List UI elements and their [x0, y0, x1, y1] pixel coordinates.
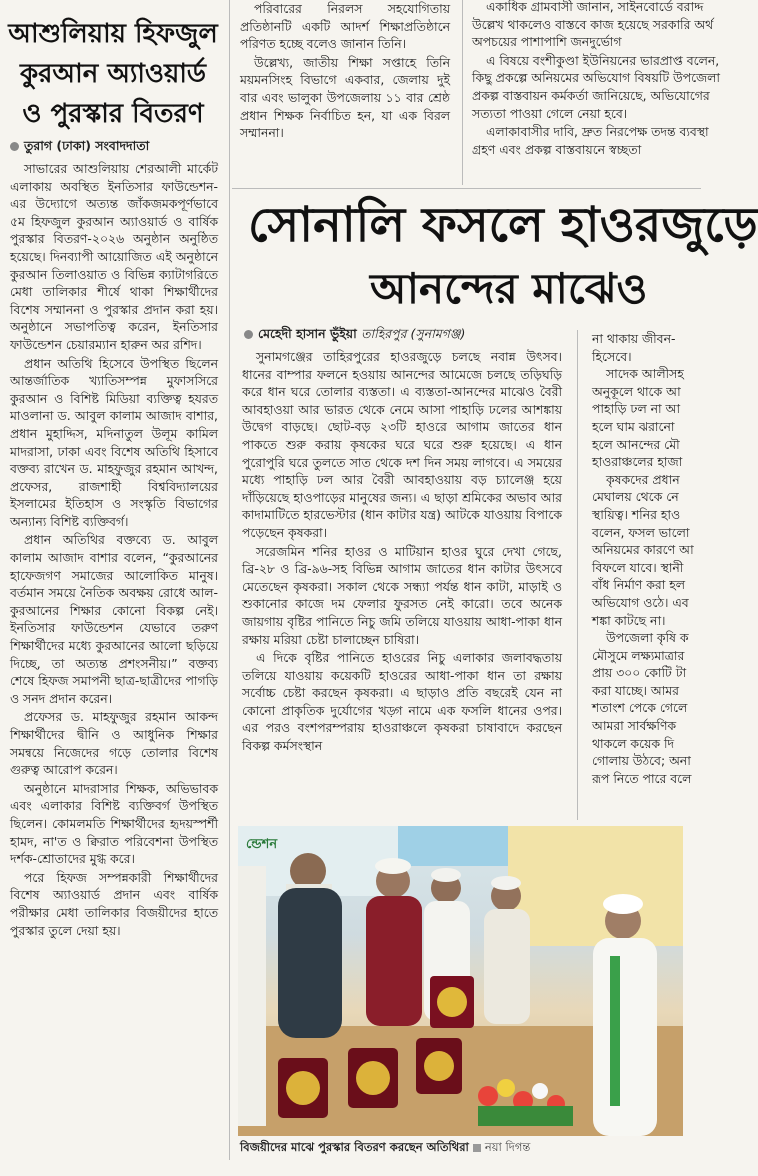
right-fragment-line: প্রায় ৩০০ কোটি টা: [592, 665, 687, 681]
right-fragment-line: হলে আনন্দের মৌ: [592, 436, 680, 452]
left-byline: [10, 138, 220, 158]
left-paragraph: প্রধান অতিথি হিসেবে উপস্থিত ছিলেন আন্তর্জাতিক খ্যাতিসম্পন্ন মুফাসসিরে কুরআন ও বিশিষ্ট মিডিয়া ব্যক্তিত্ব হযরত মাওলানা ড. আবুল কালাম আজাদ বাশার, প্রধান মুহাদ্দিস, মদিনাতুল উলূম কামিল মাদরাসা, ঢাকা এবং বিশেষ অতিথি হিসাবে বক্তব্য রাখেন ড. মাহফুজুর রহমান আখন্দ, প্রফেসর, রাজশাহী বিশ্ববিদ্যালয়ের ইসলামের ইতিহাস ও সংস্কৃতি বিভাগের অন্যান্য বিশিষ্ট ব্যক্তিবর্গ।: [10, 355, 218, 529]
left-article-body: [10, 160, 218, 1160]
photo-caption: [240, 1139, 685, 1158]
left-headline-line3: ও পুরস্কার বিতরণ: [22, 99, 204, 129]
right-fragment-line: হিসেবে।: [592, 348, 632, 364]
right-fragment-line: শঙ্কা কাটছে না।: [592, 612, 666, 628]
top-middle-paragraph: পরিবারের নিরলস সহযোগিতায় প্রতিষ্ঠানটি একটি আদর্শ শিক্ষাপ্রতিষ্ঠানে পরিণত হচ্ছে বলেও জানান তিনি।: [240, 1, 450, 52]
right-fragment-line: শতাংশ পেকে গেলে: [592, 700, 688, 716]
right-fragment-line: অনিয়মের কারণে আ: [592, 542, 694, 558]
top-middle-column: [240, 0, 450, 182]
square-icon: [473, 1144, 481, 1152]
left-headline-line1: আশুলিয়ায় হিফজুল: [8, 19, 218, 49]
right-fragment-line: অনুকূলে থাকে আ: [592, 383, 681, 399]
main-headline-line2: আনন্দের মাঝেও: [370, 264, 648, 313]
right-fragment-line: মেঘালয় থেকে নে: [592, 489, 679, 505]
left-paragraph: সাভারের আশুলিয়ায় শেরআলী মার্কেট এলাকায় অবস্থিত ইনতিসার ফাউন্ডেশন-এর উদ্যোগে অত্যন্ত জাঁকজমকপূর্ণভাবে ৫ম হিফজুল কুরআন অ্যাওয়ার্ড ও বার্ষিক পুরস্কার বিতরণ-২০২৬ অনুষ্ঠান অনুষ্ঠিত হয়েছে। দিনব্যাপী আয়োজিত এই অনুষ্ঠানে কুরআন তিলাওয়াত ও বিভিন্ন ক্যাটাগরিতে মেধা তালিকার শীর্ষে থাকা শিক্ষার্থীদের বিশেষ সম্মাননা ও পুরস্কার প্রদান করা হয়। অনুষ্ঠানে সভাপতিত্ব করেন, ইনতিসার ফাউন্ডেশন চেয়ারম্যান হারুন অর রশিদ।: [10, 161, 218, 352]
main-paragraph: সরেজমিন শনির হাওর ও মাটিয়ান হাওর ঘুরে দেখা গেছে, ব্রি-২৮ ও ব্রি-৯৬-সহ বিভিন্ন আগাম জাতের ধান কাটার উৎসবে মেতেছেন কৃষকরা। সকাল থেকে সন্ধ্যা পর্যন্ত ধান কাটা, মাড়াই ও শুকানোর কাজে দম ফেলার ফুরসত নেই কারো। তবে অনেক জায়গায় বৃষ্টির পানিতে নিচু জমি তলিয়ে যাওয়ায় আধা-পাকা ধান রক্ষায় মরিয়া চেষ্টা চালাচ্ছেন চাষিরা।: [242, 543, 562, 647]
section-divider: [232, 188, 701, 189]
main-paragraph: এ দিকে বৃষ্টির পানিতে হাওরের নিচু এলাকার জলাবদ্ধতায় তলিয়ে যাওয়ায় কয়েকটি হাওরের আধা-পাকা ধান তা রক্ষায় সর্বোচ্চ চেষ্টা করছেন কৃষকরা। এ ছাড়াও প্রতি বছরেই যেন না কোনো প্রাকৃতিক দুর্যোগের খড়্গ নামে এক ফসলি ধানের ওপর। এর পরও বংশপরম্পরায় হাওরাঞ্চলে কৃষকরা চাষাবাদে করছেন বিকল্প কর্মসংস্থান: [242, 650, 562, 754]
award-ceremony-photo: [238, 826, 683, 1136]
backdrop-blue: [398, 826, 508, 866]
right-fragment-line: না থাকায় জীবন-: [592, 331, 676, 346]
left-paragraph: প্রফেসর ড. মাহফুজুর রহমান আকন্দ শিক্ষার্থীদের দ্বীনি ও আধুনিক শিক্ষার সমন্বয়ে নিজেদের গড়ে তোলার বিশেষ গুরুত্ব আরোপ করেন।: [10, 709, 218, 778]
column-divider: [577, 330, 578, 820]
award-plaque-held: [430, 976, 474, 1028]
bullet-icon: [244, 330, 253, 339]
photo-source: নয়া দিগন্ত: [484, 1140, 531, 1154]
right-fragment-line: হলে ঘাম ঝরানো: [592, 418, 675, 434]
right-fragment-line: থাকলে কয়েক দি: [592, 735, 675, 751]
bullet-icon: [10, 142, 19, 151]
right-fragment-line: উপজেলা কৃষি ক: [606, 630, 689, 646]
photo-caption-text: বিজয়ীদের মাঝে পুরস্কার বিতরণ করছেন অতিথিরা: [240, 1140, 469, 1154]
main-article-body: [242, 348, 562, 818]
right-fragment-line: বাঁধ নির্মাণ করা হল: [592, 577, 685, 593]
photo-illustration: [238, 826, 683, 1136]
right-fragment-column: [592, 330, 701, 820]
left-byline-text: তুরাগ (ঢাকা) সংবাদদাতা: [24, 138, 150, 153]
right-fragment-line: পাহাড়ি ঢল না আ: [592, 401, 680, 417]
right-fragment-line: বলেন, ফসল ভালো: [592, 524, 690, 540]
right-fragment-line: কৃষকদের প্রধান: [606, 471, 680, 487]
right-fragment-line: গোলায় উঠবে; অনা: [592, 753, 691, 769]
right-fragment-line: অভিযোগ ওঠে। এব: [592, 594, 689, 610]
top-right-paragraph: এলাকাবাসীর দাবি, দ্রুত নিরপেক্ষ তদন্ত ব্যবস্থা গ্রহণ এবং প্রকল্প বাস্তবায়নে স্বচ্ছতা: [472, 124, 709, 157]
main-byline-name: মেহেদী হাসান ভুঁইয়া: [258, 326, 357, 341]
right-fragment-line: সাদেক আলীসহ: [606, 366, 684, 382]
left-headline: [8, 14, 218, 134]
right-fragment-line: আমরা সার্বক্ষণিক: [592, 718, 677, 734]
left-paragraph: প্রধান অতিথির বক্তব্যে ড. আবুল কালাম আজাদ বাশার বলেন, “কুরআনের হাফেজগণ সমাজের আলোকিত মানুষ। বর্তমান সময়ে নৈতিক অবক্ষয় রোধে আল-কুরআনের শিক্ষার কোনো বিকল্প নেই। ইনতিসার ফাউন্ডেশন যেভাবে তরুণ শিক্ষার্থীদের মধ্যে কুরআনের আলো ছড়িয়ে দিচ্ছে, তা অত্যন্ত প্রশংসনীয়।” বক্তব্য শেষে হিফজ সমাপনী ছাত্র-ছাত্রীদের পাগড়ি ও সনদ প্রদান করেন।: [10, 532, 218, 706]
top-right-paragraph: একাধিক গ্রামবাসী জানান, সাইনবোর্ডে বরাদ্দ উল্লেখ থাকলেও বাস্তবে কাজ হয়েছে সরকারি অর্থ অপচয়ের পাশাপাশি জনদুর্ভোগ: [472, 0, 714, 50]
left-paragraph: পরে হিফজ সম্পন্নকারী শিক্ষার্থীদের বিশেষ অ্যাওয়ার্ড প্রদান এবং বার্ষিক পরীক্ষার মেধা তালিকার বিজয়ীদের হাতে পুরস্কার তুলে দেয়া হয়।: [10, 869, 218, 938]
right-fragment-line: বিফলে যাবে। স্থানী: [592, 559, 684, 575]
main-paragraph: সুনামগঞ্জের তাহিরপুরের হাওরজুড়ে চলছে নবান্ন উৎসব। ধানের বাম্পার ফলনে হওয়ায় আনন্দের আমেজে চলছে তড়িঘড়ি করে ধান ঘরে তোলার ব্যস্ততা। এ ব্যস্ততা-আনন্দের মাঝেও বৈরী আবহাওয়া আর ভারত থেকে নেমে আসা পাহাড়ি ঢলের আশঙ্কায় উদ্বেগ বাড়ছে। ছোট-বড় ২৩টি হাওরে আগাম জাতের ধান পাকতে শুরু করায় কৃষকের ঘরে ঘরে শুরু হয়েছে। এ ধান পুরোপুরি ঘরে তুলতে সাত থেকে দশ দিন সময় লাগবে। এ সময়ের মধ্যে পাহাড়ি ঢল আর বৈরী আবহাওয়ায় বড় চ্যালেঞ্জ হয়ে দাঁড়িয়েছে হাওপাড়ের মানুষের জন্য। এ ছাড়া শ্রমিকের অভাব আর কাদামাটিতে হারভেস্টার (ধান কাটার যন্ত্র) আটকে যাওয়ায় বিপাকে পড়েছেন কৃষকরা।: [242, 349, 562, 540]
right-fragment-line: স্থায়িত্ব। শনির হাও: [592, 506, 681, 522]
column-divider: [229, 0, 230, 1160]
main-headline-line1: সোনালি ফসলে হাওরজুড়ে: [248, 197, 758, 253]
main-byline-location: তাহিরপুর (সুনামগঞ্জ): [361, 326, 466, 341]
right-fragment-line: রূপ নিতে পারে বলে: [592, 770, 692, 786]
left-headline-line2: কুরআন অ্যাওয়ার্ড: [19, 59, 207, 89]
main-byline: [244, 326, 465, 346]
right-fragment-line: মৌসুমে লক্ষ্যমাত্রার: [592, 647, 685, 663]
left-paragraph: অনুষ্ঠানে মাদরাসার শিক্ষক, অভিভাবক এবং এলাকার বিশিষ্ট ব্যক্তিবর্গ উপস্থিত ছিলেন। কোমলমতি শিক্ষার্থীদের হৃদয়স্পর্শী হামদ, না'ত ও ক্বিরাত পরিবেশনা উপস্থিত দর্শক-শ্রোতাদের মুগ্ধ করে।: [10, 780, 218, 867]
banner-text: ন্ডেশন: [246, 837, 278, 852]
right-fragment-line: হাওরাঞ্চলের হাজা: [592, 454, 683, 470]
right-fragment-line: করা যাচ্ছে। আমর: [592, 682, 679, 698]
column-divider: [462, 0, 463, 185]
backdrop-yellow: [508, 826, 683, 946]
top-right-column: [472, 0, 720, 180]
top-right-paragraph: এ বিষয়ে বংশীকুণ্ডা ইউনিয়নের ভারপ্রাপ্ত বলেন, কিছু প্রকল্পে অনিয়মের অভিযোগ বিষয়টি উপজেলা প্রকল্প বাস্তবায়ন কর্মকর্তা জানিয়েছে, অভিযোগের সত্যতা পাওয়া গেলে নেয়া হবে।: [472, 52, 720, 121]
top-middle-paragraph: উল্লেখ্য, জাতীয় শিক্ষা সপ্তাহে তিনি ময়মনসিংহ বিভাগে একবার, জেলায় দুই বার এবং ভালুকা উপজেলায় ১১ বার শ্রেষ্ঠ প্রধান শিক্ষক নির্বাচিত হন, যা এক বিরল সম্মাননা।: [240, 54, 450, 141]
person-left-edge: [238, 866, 266, 1126]
